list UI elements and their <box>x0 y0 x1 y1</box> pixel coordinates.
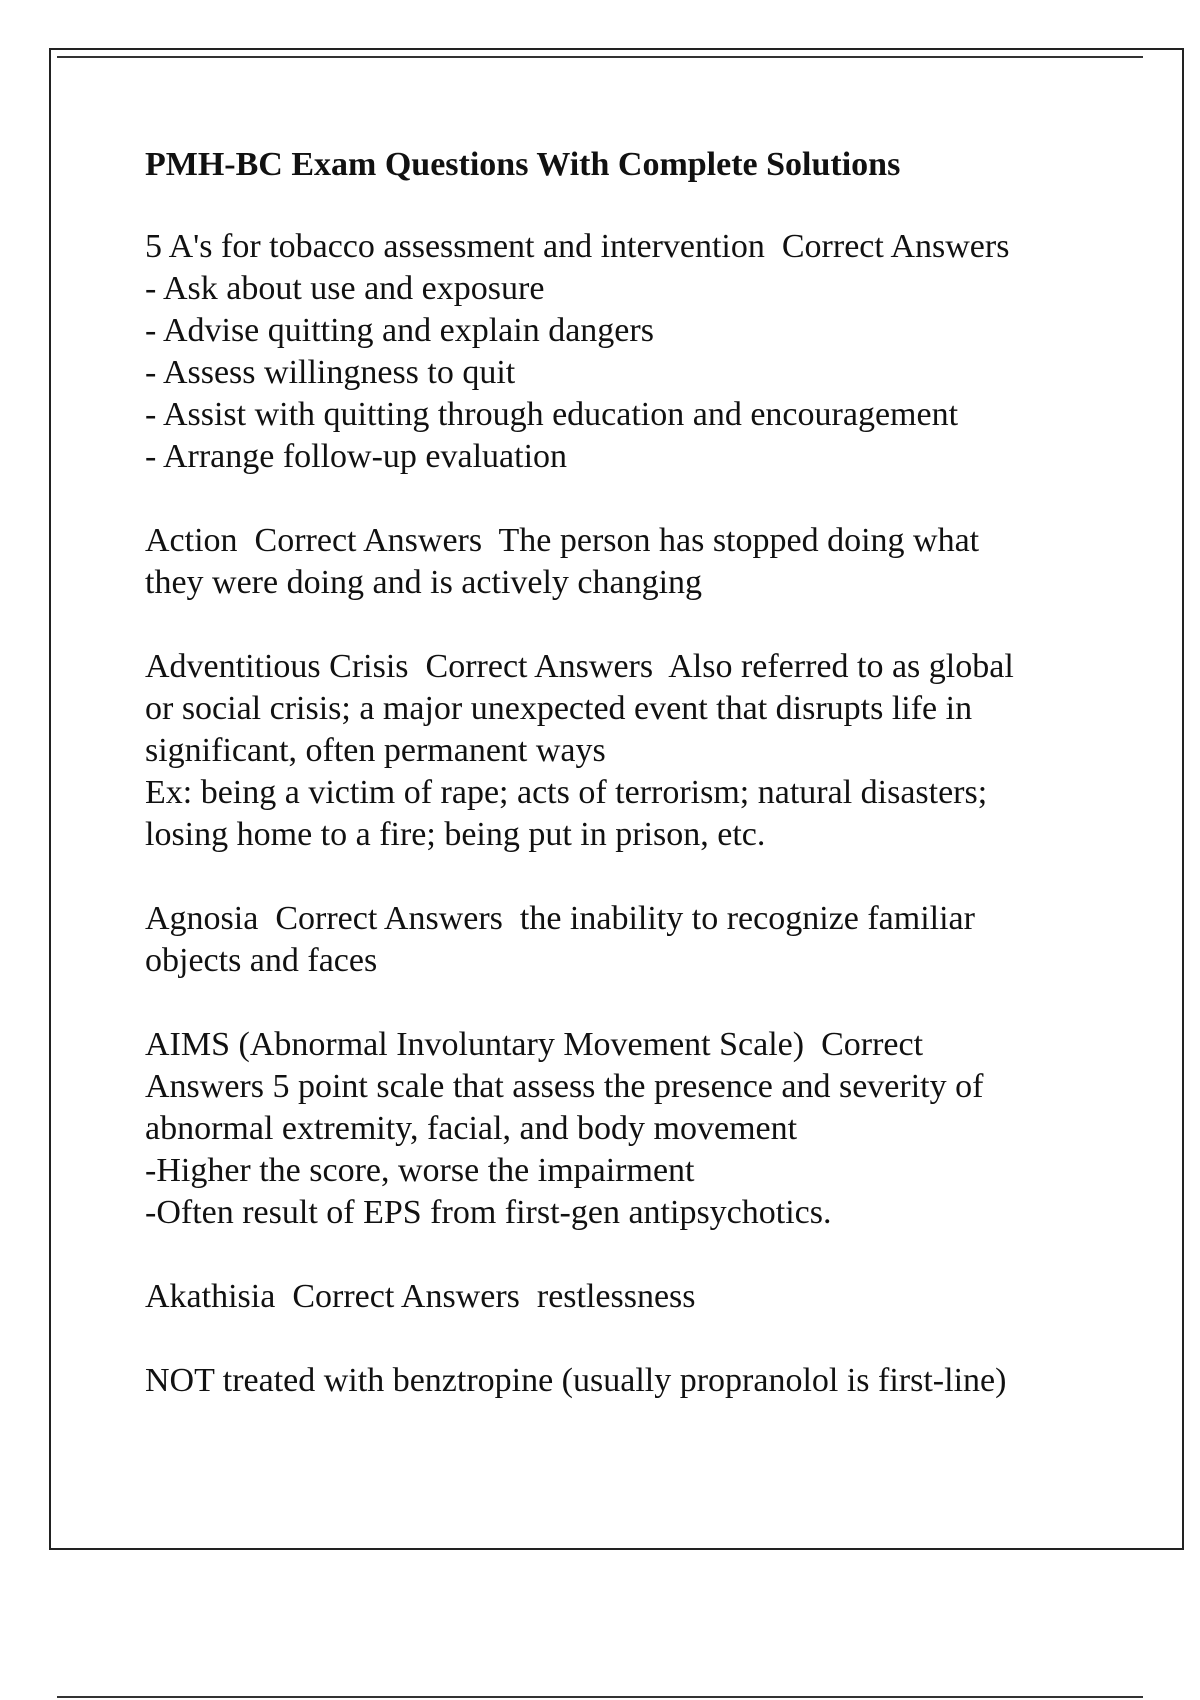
document-title: PMH-BC Exam Questions With Complete Solutions <box>145 146 901 183</box>
correct-label-partial: Correct <box>821 1026 924 1063</box>
answer-line: losing home to a fire; being put in prison, etc. <box>145 816 766 853</box>
question-term: Adventitious Crisis <box>145 648 409 685</box>
answer-line: Ex: being a victim of rape; acts of terrorism; natural disasters; <box>145 774 988 811</box>
question-term: 5 A's for tobacco assessment and intervention <box>145 228 765 265</box>
answer-line: - Arrange follow-up evaluation <box>145 438 568 475</box>
qa-entry-aims <box>145 1024 1145 1234</box>
correct-answers-label: Correct Answers <box>425 648 654 685</box>
question-line <box>145 520 1145 562</box>
correct-answers-label: Correct Answers <box>275 900 503 937</box>
correct-answers-label: Correct Answers <box>292 1278 520 1315</box>
question-term: Akathisia <box>145 1278 276 1315</box>
answer-line: abnormal extremity, facial, and body movement <box>145 1110 798 1147</box>
question-term: AIMS (Abnormal Involuntary Movement Scale) <box>145 1026 805 1063</box>
question-term: Agnosia <box>145 900 259 937</box>
answer-line: they were doing and is actively changing <box>145 564 703 601</box>
note-line: NOT treated with benztropine (usually propranolol is first-line) <box>145 1362 1007 1399</box>
qa-entry-adventitious-crisis <box>145 646 1145 856</box>
answer-line: - Ask about use and exposure <box>145 270 545 307</box>
answer-line: - Assess willingness to quit <box>145 354 516 391</box>
question-line <box>145 898 1145 940</box>
question-line <box>145 1276 1145 1318</box>
footer-rule <box>57 1696 1143 1698</box>
answer-line: -Often result of EPS from first-gen antipsychotics. <box>145 1194 832 1231</box>
question-line <box>145 226 1145 268</box>
answer-line: or social crisis; a major unexpected event that disrupts life in <box>145 690 973 727</box>
document-body <box>145 144 1145 1444</box>
trailing-note <box>145 1360 1145 1402</box>
question-line <box>145 1024 1145 1066</box>
answer-text: Also referred to as global <box>668 648 1014 685</box>
answer-text: restlessness <box>536 1278 696 1315</box>
qa-entry-5as <box>145 226 1145 478</box>
qa-entry-akathisia <box>145 1276 1145 1318</box>
correct-answers-label: Correct Answers <box>781 228 1010 265</box>
qa-entry-action <box>145 520 1145 604</box>
answer-text: The person has stopped doing what <box>498 522 980 559</box>
answer-line: significant, often permanent ways <box>145 732 606 769</box>
answer-text: the inability to recognize familiar <box>519 900 975 937</box>
question-term: Action <box>145 522 238 559</box>
answer-line: - Assist with quitting through education and encouragement <box>145 396 959 433</box>
answer-line: - Advise quitting and explain dangers <box>145 312 654 349</box>
correct-answers-label: Correct Answers <box>254 522 483 559</box>
answer-line: Answers 5 point scale that assess the presence and severity of <box>145 1068 984 1105</box>
answer-line: -Higher the score, worse the impairment <box>145 1152 695 1189</box>
answer-line: objects and faces <box>145 942 378 979</box>
question-line <box>145 646 1145 688</box>
qa-entry-agnosia <box>145 898 1145 982</box>
